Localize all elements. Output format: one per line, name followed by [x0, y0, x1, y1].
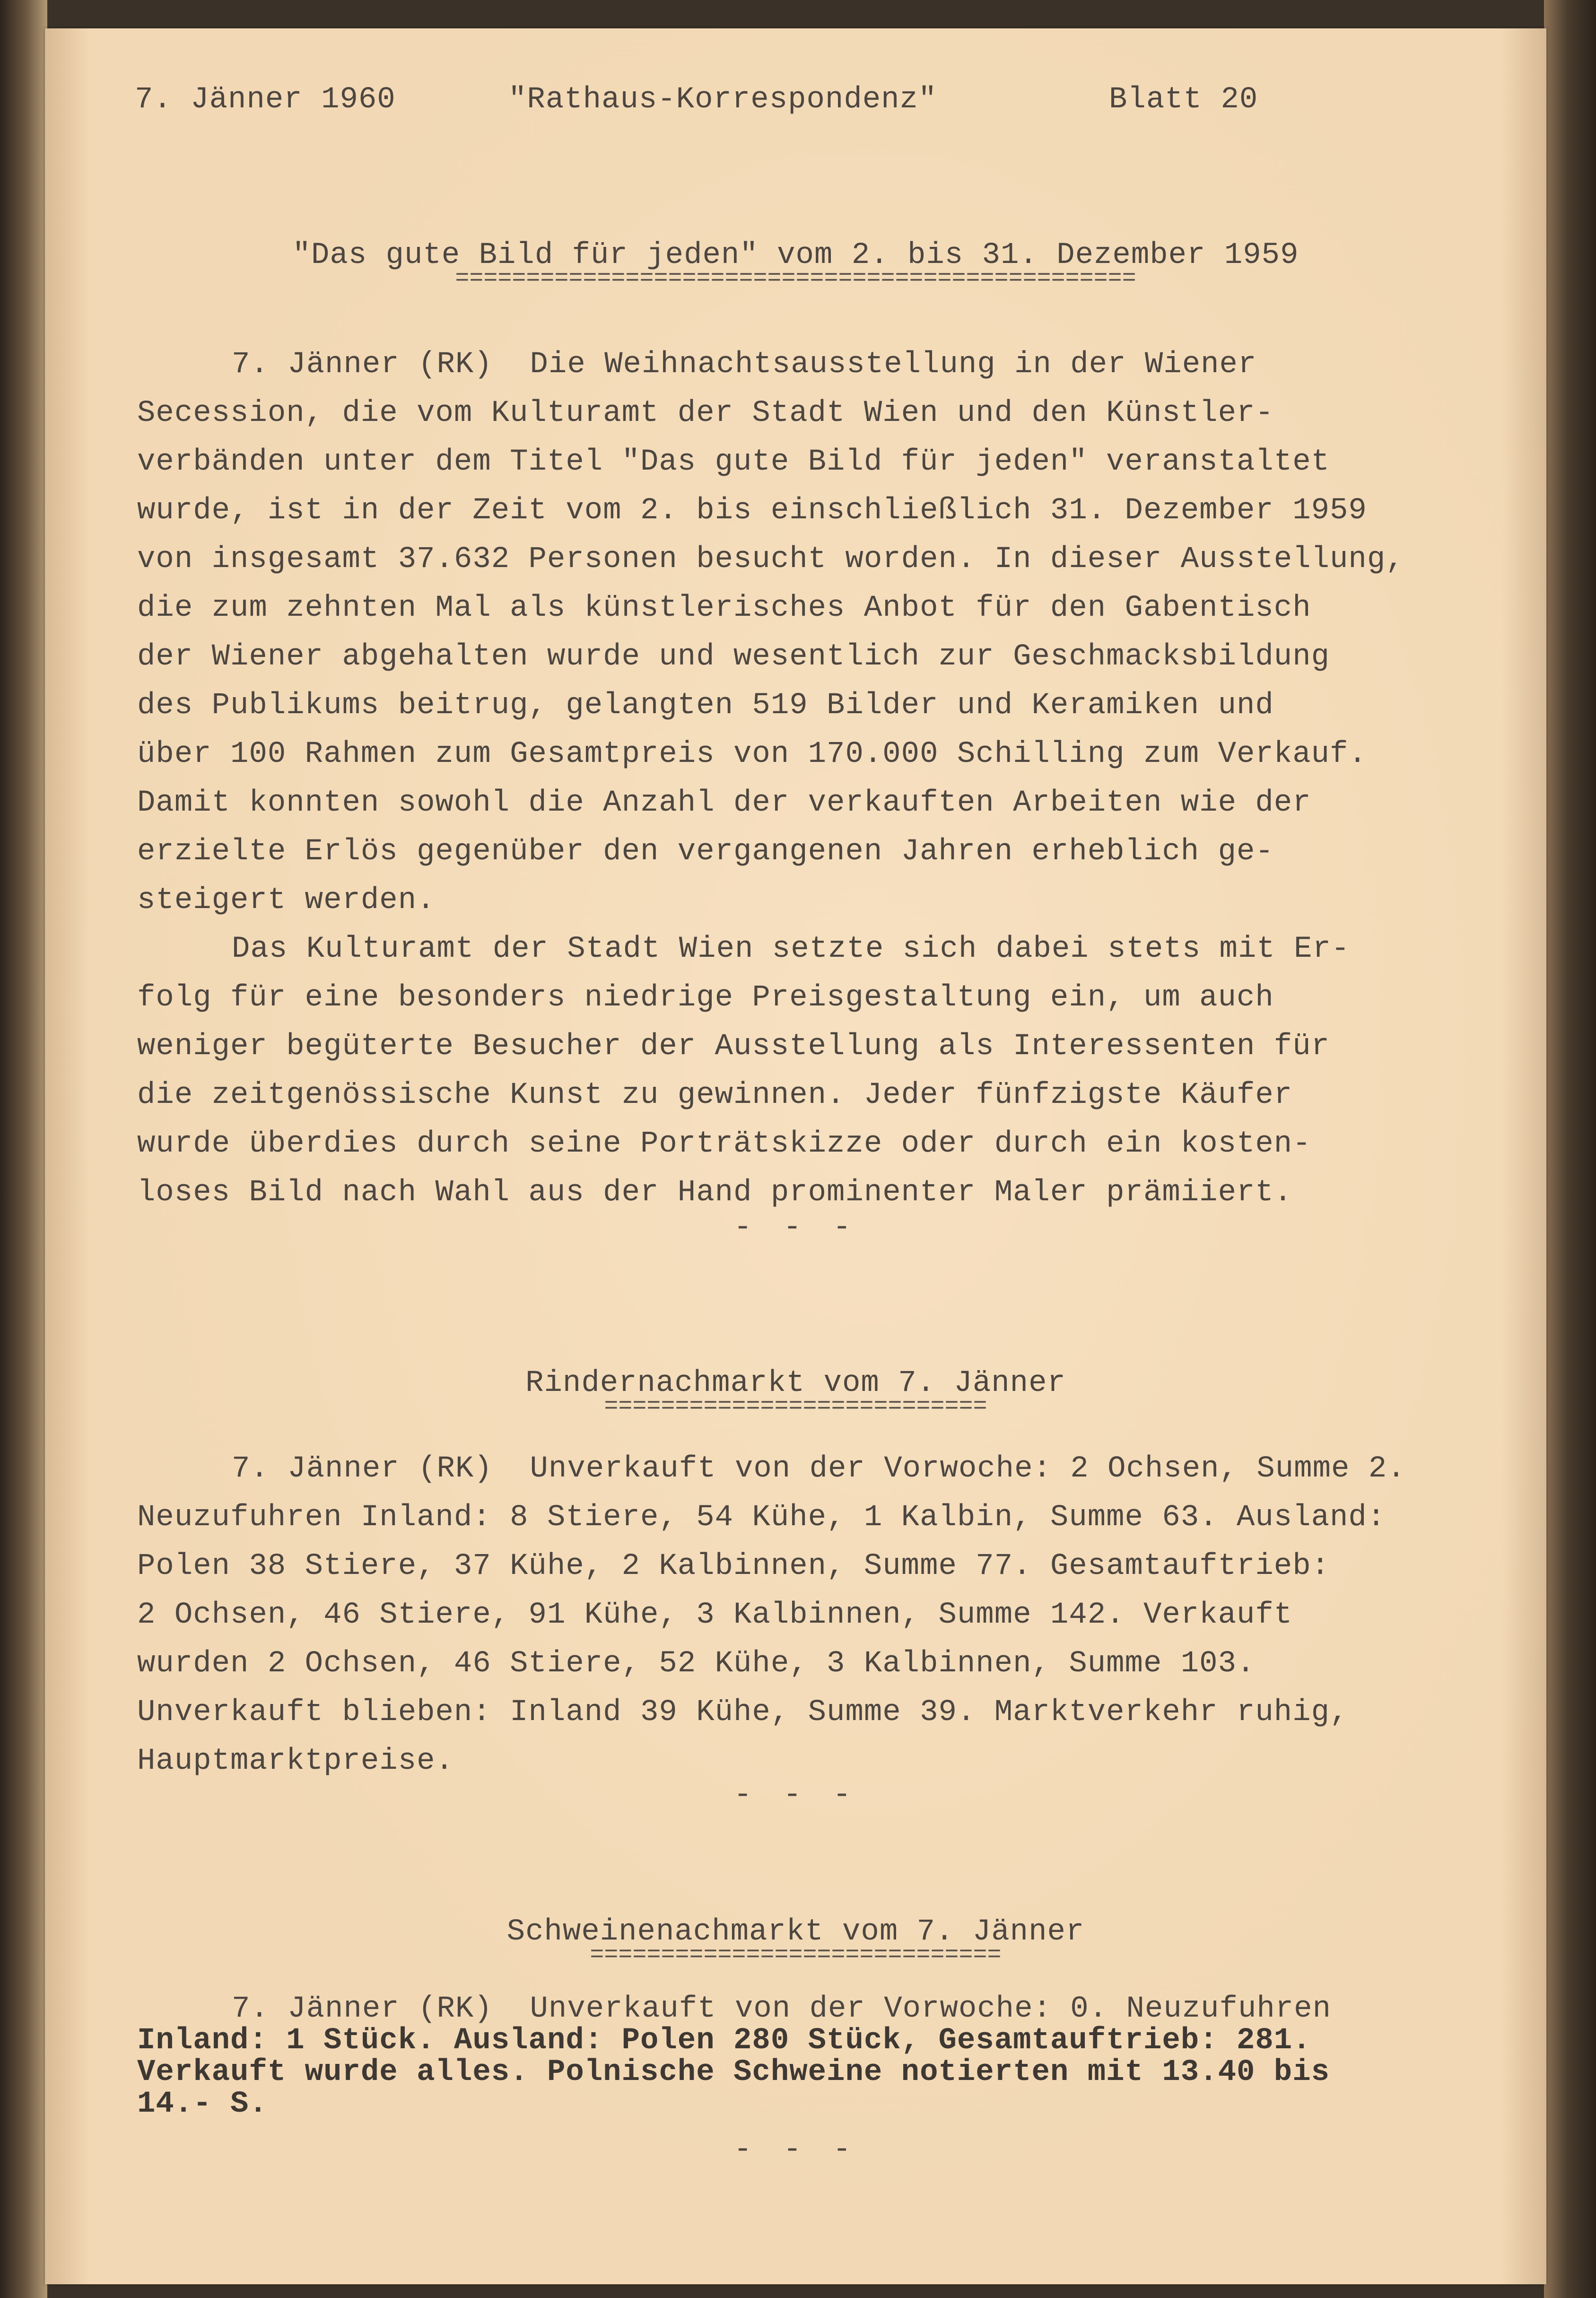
header-page-number: Blatt 20 — [1109, 83, 1258, 117]
article-3-line: Verkauft wurde alles. Polnische Schweine notierten mit 13.40 bis — [137, 2055, 1330, 2089]
article-1-line: loses Bild nach Wahl aus der Hand prominenter Maler prämiiert. — [137, 1176, 1293, 1210]
page-header — [135, 76, 1506, 128]
article-3-underline: ============================= — [590, 1946, 1002, 1965]
article-2-line: 7. Jänner (RK) Unverkauft von der Vorwoche: 2 Ochsen, Summe 2. — [232, 1452, 1406, 1486]
article-2-line: Polen 38 Stiere, 37 Kühe, 2 Kalbinnen, Summe 77. Gesamtauftrieb: — [137, 1549, 1330, 1583]
article-1-line: von insgesamt 37.632 Personen besucht worden. In dieser Ausstellung, — [137, 542, 1404, 577]
article-3-line: 7. Jänner (RK) Unverkauft von der Vorwoche: 0. Neuzufuhren — [232, 1992, 1331, 2026]
article-3-line: 14.- S. — [137, 2087, 268, 2121]
article-1-line: wurde überdies durch seine Porträtskizze oder durch ein kosten- — [137, 1127, 1311, 1161]
document-page — [45, 28, 1546, 2284]
article-2-line: Neuzufuhren Inland: 8 Stiere, 54 Kühe, 1 Kalbin, Summe 63. Ausland: — [137, 1501, 1386, 1535]
article-2-title: Rindernachmarkt vom 7. Jänner — [525, 1366, 1066, 1400]
book-binding — [0, 0, 47, 2298]
article-1-body — [137, 341, 1537, 1217]
article-2-line: wurden 2 Ochsen, 46 Stiere, 52 Kühe, 3 Kalbinnen, Summe 103. — [137, 1647, 1256, 1681]
header-publication: "Rathaus-Korrespondenz" — [508, 83, 937, 117]
article-1-line: verbänden unter dem Titel "Das gute Bild für jeden" veranstaltet — [137, 445, 1330, 479]
article-1-separator: - - - — [733, 1211, 858, 1245]
article-2-line: 2 Ochsen, 46 Stiere, 91 Kühe, 3 Kalbinnen, Summe 142. Verkauft — [137, 1598, 1293, 1632]
page-edge — [1544, 0, 1596, 2298]
article-1-line: über 100 Rahmen zum Gesamtpreis von 170.000 Schilling zum Verkauf. — [137, 737, 1367, 771]
article-2-separator: - - - — [733, 1778, 858, 1812]
article-1-line: Secession, die vom Kulturamt der Stadt Wien und den Künstler- — [137, 396, 1274, 430]
article-1-underline: ================================================ — [455, 270, 1136, 288]
article-2-line: Hauptmarktpreise. — [137, 1744, 454, 1778]
article-1-line: des Publikums beitrug, gelangten 519 Bilder und Keramiken und — [137, 689, 1274, 723]
article-3-body — [137, 1993, 1537, 2120]
article-1-line: Das Kulturamt der Stadt Wien setzte sich dabei stets mit Er- — [232, 932, 1350, 966]
article-2-line: Unverkauft blieben: Inland 39 Kühe, Summe 39. Marktverkehr ruhig, — [137, 1695, 1349, 1730]
header-date: 7. Jänner 1960 — [135, 83, 396, 117]
article-1-line: die zeitgenössische Kunst zu gewinnen. Jeder fünfzigste Käufer — [137, 1078, 1293, 1112]
article-2-underline: =========================== — [604, 1398, 987, 1416]
article-3-line: Inland: 1 Stück. Ausland: Polen 280 Stück, Gesamtauftrieb: 281. — [137, 2024, 1311, 2058]
article-1-line: folg für eine besonders niedrige Preisgestaltung ein, um auch — [137, 981, 1274, 1015]
article-1-line: der Wiener abgehalten wurde und wesentlich zur Geschmacksbildung — [137, 640, 1330, 674]
article-1-line: Damit konnten sowohl die Anzahl der verkauften Arbeiten wie der — [137, 786, 1311, 820]
article-1-line: die zum zehnten Mal als künstlerisches Anbot für den Gabentisch — [137, 591, 1311, 625]
article-1-line: steigert werden. — [137, 883, 436, 917]
article-3-separator: - - - — [733, 2133, 858, 2167]
article-1-line: 7. Jänner (RK) Die Weihnachtsausstellung in der Wiener — [232, 348, 1257, 382]
article-1-title: "Das gute Bild für jeden" vom 2. bis 31. Dezember 1959 — [292, 238, 1299, 272]
article-3-title: Schweinenachmarkt vom 7. Jänner — [506, 1915, 1085, 1949]
article-1-line: erzielte Erlös gegenüber den vergangenen Jahren erheblich ge- — [137, 835, 1274, 869]
article-2-body — [137, 1445, 1537, 1786]
article-1-line: weniger begüterte Besucher der Ausstellung als Interessenten für — [137, 1030, 1330, 1064]
article-1-line: wurde, ist in der Zeit vom 2. bis einschließlich 31. Dezember 1959 — [137, 494, 1367, 528]
